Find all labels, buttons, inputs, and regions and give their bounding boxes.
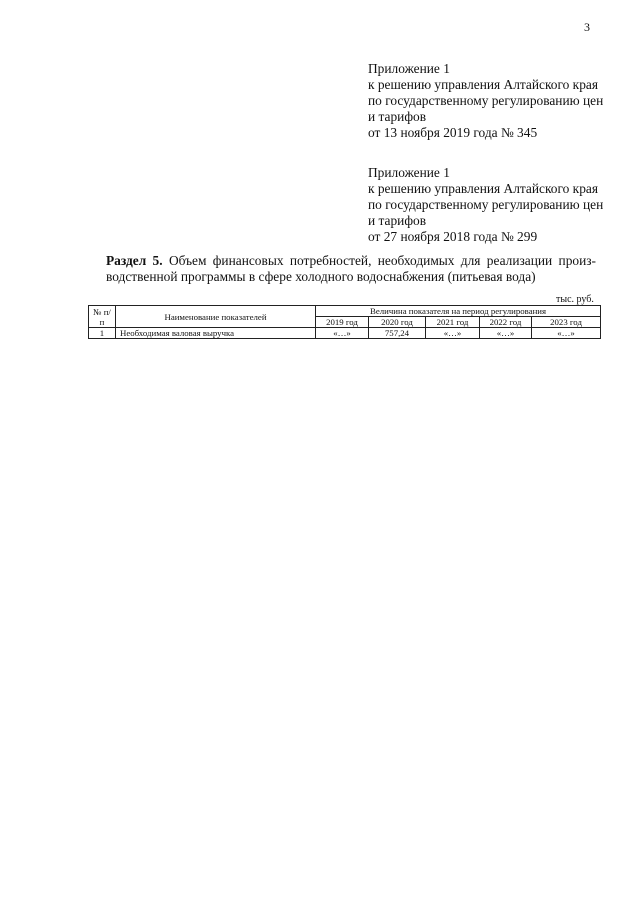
- annex-line: Приложение 1: [368, 61, 450, 76]
- table-row: [89, 328, 601, 339]
- header-period: Величина показателя на период регулирования: [316, 306, 601, 317]
- annex-line: по государственному регулированию цен: [368, 197, 604, 212]
- section-label: Раздел 5.: [106, 253, 163, 268]
- annex-line: и тарифов: [368, 213, 427, 228]
- row-value: «…»: [426, 328, 480, 339]
- table-header-row: [89, 306, 601, 317]
- annex-line: к решению управления Алтайского края: [368, 181, 598, 196]
- annex-line: Приложение 1: [368, 165, 450, 180]
- row-value: «…»: [480, 328, 532, 339]
- row-name: Необходимая валовая выручка: [116, 328, 316, 339]
- header-year: 2023 год: [532, 317, 601, 328]
- annex-date-line: от 27 ноября 2018 года № 299: [368, 229, 538, 244]
- section-title: [106, 253, 596, 269]
- header-year: 2020 год: [369, 317, 426, 328]
- header-name: Наименование показателей: [116, 306, 316, 328]
- section-text-line2: водственной программы в сфере холодного водоснабжения (питьевая вода): [106, 269, 536, 284]
- header-year: 2022 год: [480, 317, 532, 328]
- annex-header-current: [368, 61, 603, 141]
- annex-date-line: от 13 ноября 2019 года № 345: [368, 125, 538, 140]
- units-label: тыс. руб.: [556, 294, 594, 305]
- header-year: 2019 год: [316, 317, 369, 328]
- row-value: «…»: [316, 328, 369, 339]
- row-value: «…»: [532, 328, 601, 339]
- annex-header-previous: [368, 165, 603, 245]
- section-text-line1: Объем финансовых потребностей, необходимых для реализации произ-: [168, 253, 597, 268]
- annex-line: по государственному регулированию цен: [368, 93, 604, 108]
- annex-line: к решению управления Алтайского края: [368, 77, 598, 92]
- row-number: 1: [89, 328, 116, 339]
- row-value: 757,24: [369, 328, 426, 339]
- header-year: 2021 год: [426, 317, 480, 328]
- header-number: № п/п: [89, 306, 116, 328]
- page-number: 3: [584, 20, 590, 34]
- indicators-table: [88, 305, 601, 339]
- annex-line: и тарифов: [368, 109, 427, 124]
